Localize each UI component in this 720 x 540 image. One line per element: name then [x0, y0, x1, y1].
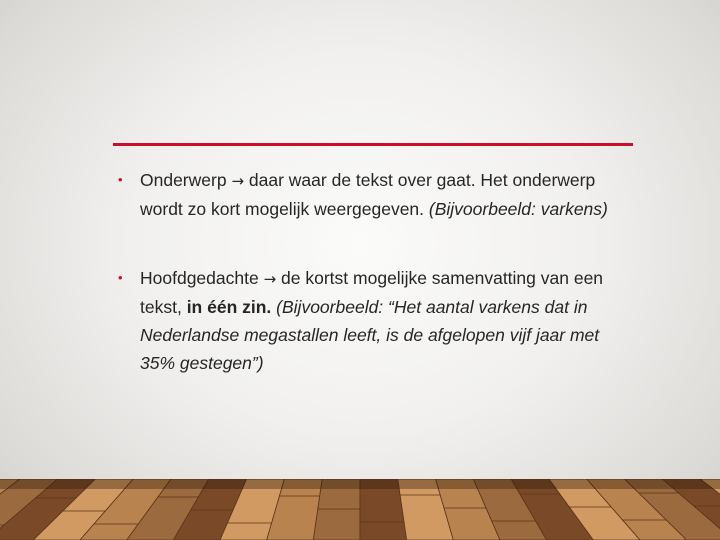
- accent-rule: [113, 143, 633, 146]
- bullet-dot: •: [118, 172, 123, 187]
- right-arrow-icon: →: [231, 172, 245, 190]
- bullet-definition: daar waar de tekst over gaat. Het onderwerp wordt zo kort mogelijk weergegeven.: [140, 170, 596, 219]
- bullet-example: (Bijvoorbeeld: varkens): [428, 199, 608, 219]
- floor-edge-shadow: [0, 479, 720, 489]
- bullet-term: Hoofdgedachte: [140, 268, 259, 288]
- bullet-emphasis: in één zin.: [186, 297, 272, 317]
- wooden-floor: [0, 479, 720, 540]
- right-arrow-icon: →: [263, 270, 277, 288]
- slide-content: [116, 166, 616, 377]
- bullet-definition: de kortst mogelijke samenvatting van een tekst,: [140, 268, 604, 317]
- bullet-hoofdgedachte: [116, 264, 616, 377]
- bullet-onderwerp: [116, 166, 616, 223]
- bullet-example: (Bijvoorbeeld: “Het aantal varkens dat in Nederlandse megastallen leeft, is de afgelopen vijf jaar met 35% gestegen”): [140, 297, 600, 373]
- bullet-term: Onderwerp: [140, 170, 227, 190]
- bullet-dot: •: [118, 270, 123, 285]
- wooden-floor-planks: [0, 479, 720, 540]
